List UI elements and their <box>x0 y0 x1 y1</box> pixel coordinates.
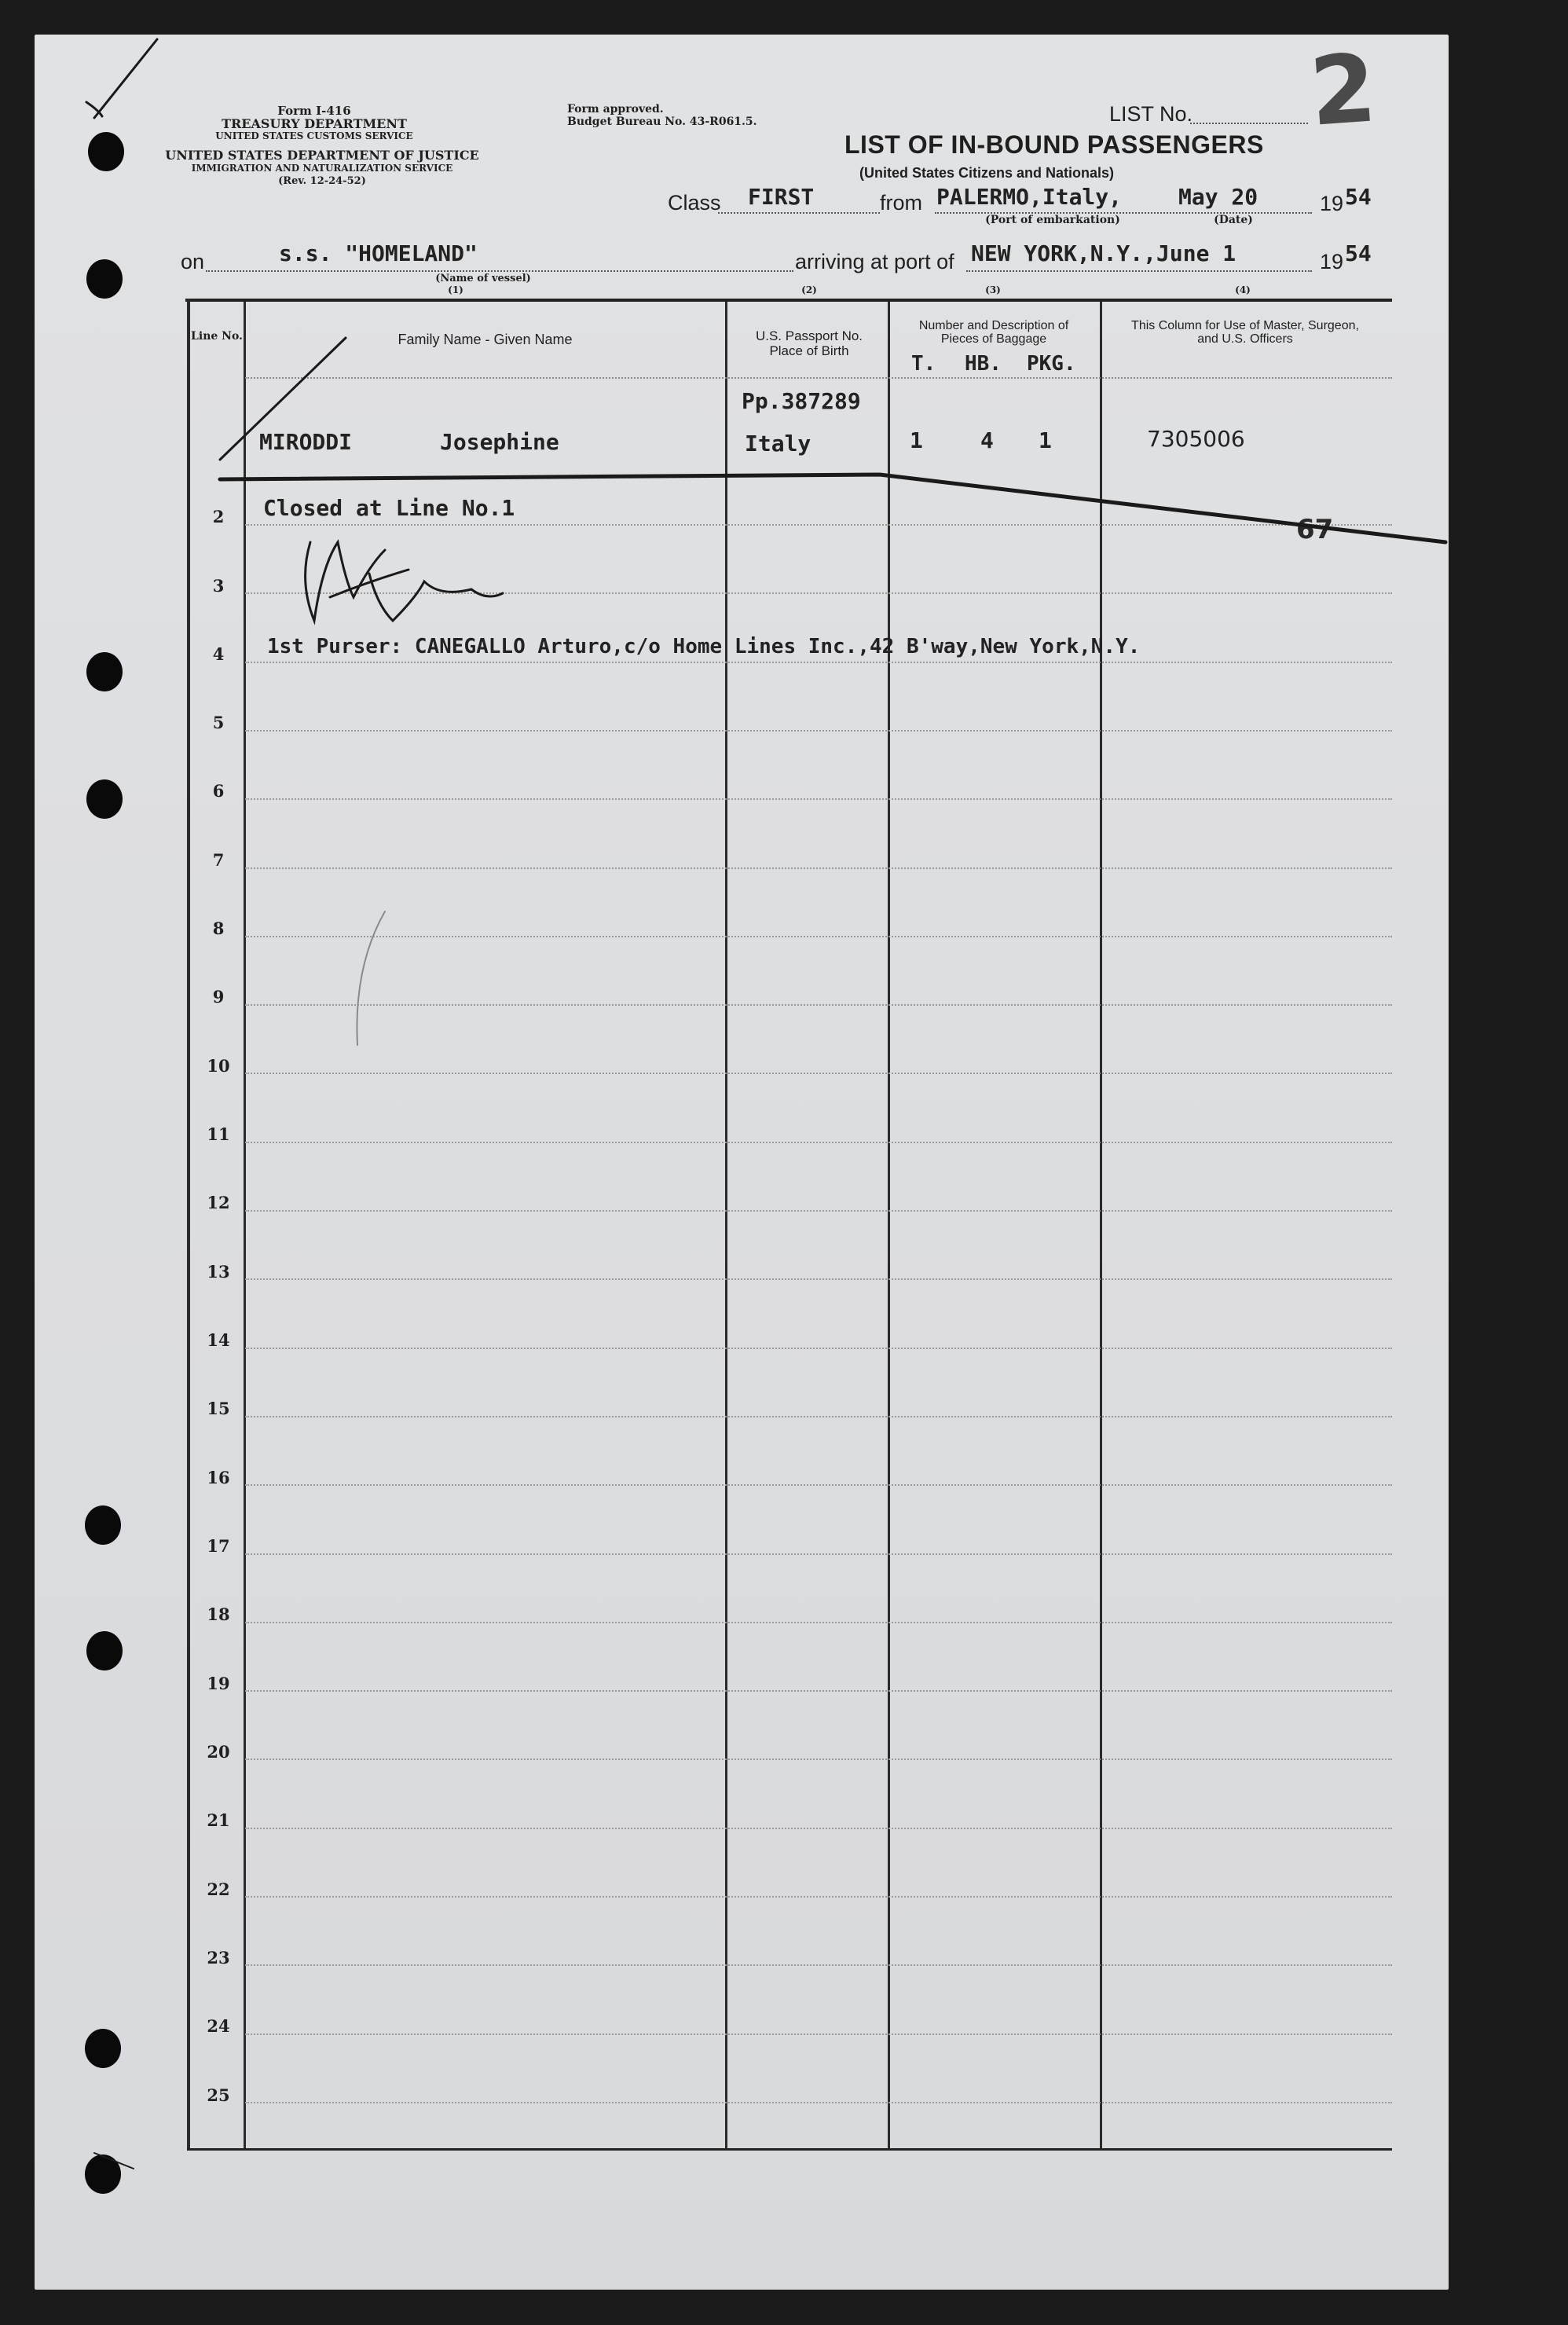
baggage-hb-label: HB. <box>965 352 1002 376</box>
baggage-pkg-label: PKG. <box>1027 352 1076 376</box>
col-header-passport: U.S. Passport No. Place of Birth <box>755 328 863 358</box>
line1-pen-stroke <box>220 338 346 460</box>
line-number-18: 18 <box>207 1604 230 1624</box>
on-label: on <box>181 250 205 273</box>
corner-check-mark <box>94 39 157 118</box>
line-number-2: 2 <box>212 507 225 526</box>
arriving-label: arriving at port of <box>795 250 954 273</box>
baggage-trunks: 1 <box>910 427 923 453</box>
line-number-17: 17 <box>207 1536 230 1556</box>
port-caption: (Port of embarkation) <box>985 214 1120 226</box>
vessel-caption: (Name of vessel) <box>435 273 531 284</box>
document-title: LIST OF IN-BOUND PASSENGERS <box>844 130 1264 159</box>
list-number-value: 2 <box>1306 34 1380 148</box>
line-number-9: 9 <box>212 987 225 1007</box>
revision-label: (Rev. 12-24-52) <box>278 175 366 187</box>
list-number-label: LIST No. <box>1109 102 1193 126</box>
caption-1: (1) <box>448 284 463 295</box>
col-header-baggage: Number and Description of Pieces of Baggage <box>918 319 1069 346</box>
caption-2: (2) <box>801 284 817 295</box>
year-prefix-2: 19 <box>1320 250 1344 273</box>
baggage-packages: 1 <box>1039 427 1052 453</box>
document-subtitle: (United States Citizens and Nationals) <box>859 165 1115 181</box>
year-prefix: 19 <box>1320 192 1344 215</box>
given-name: Josephine <box>440 429 559 455</box>
year-suffix-2: 54 <box>1345 240 1372 266</box>
embarkation-port: PALERMO,Italy, <box>936 184 1123 210</box>
officer-number: 7305006 <box>1147 426 1245 452</box>
date-caption: (Date) <box>1214 214 1253 226</box>
line-number-25: 25 <box>207 2085 230 2105</box>
passport-number: Pp.387289 <box>742 388 861 414</box>
line-number-11: 11 <box>207 1124 230 1144</box>
col-header-line-no: Line No. <box>191 330 243 343</box>
line-number-3: 3 <box>212 576 225 596</box>
line-number-13: 13 <box>207 1262 230 1282</box>
budget-label: Budget Bureau No. 43-R061.5. <box>567 116 757 128</box>
vessel-name: s.s. "HOMELAND" <box>279 240 478 266</box>
line-number-22: 22 <box>207 1879 230 1899</box>
ins-label: IMMIGRATION AND NATURALIZATION SERVICE <box>191 163 453 174</box>
from-label: from <box>880 191 922 215</box>
doj-label: UNITED STATES DEPARTMENT OF JUSTICE <box>165 148 479 163</box>
line-number-6: 6 <box>212 781 225 801</box>
form-number: Form I-416 <box>277 104 351 118</box>
line-number-7: 7 <box>212 850 225 870</box>
line-number-16: 16 <box>207 1468 230 1487</box>
line-number-21: 21 <box>207 1810 230 1830</box>
caption-3: (3) <box>985 284 1001 295</box>
line-number-8: 8 <box>212 919 225 938</box>
bottom-tick <box>94 2153 134 2169</box>
baggage-handbags: 4 <box>980 427 994 453</box>
baggage-t-label: T. <box>911 352 936 376</box>
line-number-5: 5 <box>212 713 225 732</box>
year-suffix: 54 <box>1345 184 1372 210</box>
col-header-name: Family Name - Given Name <box>397 332 573 347</box>
line-number-12: 12 <box>207 1193 230 1212</box>
faint-pencil-mark <box>357 911 385 1045</box>
line-number-24: 24 <box>207 2016 230 2036</box>
date-signature <box>330 570 503 621</box>
closed-note: Closed at Line No.1 <box>263 495 515 521</box>
class-value: FIRST <box>748 184 815 210</box>
arrival-port-date: NEW YORK,N.Y.,June 1 <box>971 240 1236 266</box>
family-name: MIRODDI <box>259 429 353 455</box>
line-number-23: 23 <box>207 1948 230 1967</box>
line-number-14: 14 <box>207 1330 230 1350</box>
closing-line-stroke <box>220 475 1445 542</box>
line-number-20: 20 <box>207 1742 230 1762</box>
embarkation-date: May 20 <box>1178 184 1258 210</box>
caption-4: (4) <box>1235 284 1251 295</box>
form-approved-label: Form approved. <box>567 103 664 116</box>
margin-note: 67 <box>1296 514 1334 545</box>
line-number-10: 10 <box>207 1056 230 1076</box>
col-header-officers: This Column for Use of Master, Surgeon, and U.S. Officers <box>1131 319 1359 346</box>
line-number-4: 4 <box>212 644 225 664</box>
treasury-label: TREASURY DEPARTMENT <box>222 116 407 131</box>
birthplace: Italy <box>745 431 811 457</box>
line-number-19: 19 <box>207 1674 230 1693</box>
line-number-15: 15 <box>207 1399 230 1418</box>
purser-note: 1st Purser: CANEGALLO Arturo,c/o Home Lines Inc.,42 B'way,New York,N.Y. <box>267 635 1141 658</box>
class-label: Class <box>668 191 721 215</box>
customs-label: UNITED STATES CUSTOMS SERVICE <box>215 130 413 141</box>
